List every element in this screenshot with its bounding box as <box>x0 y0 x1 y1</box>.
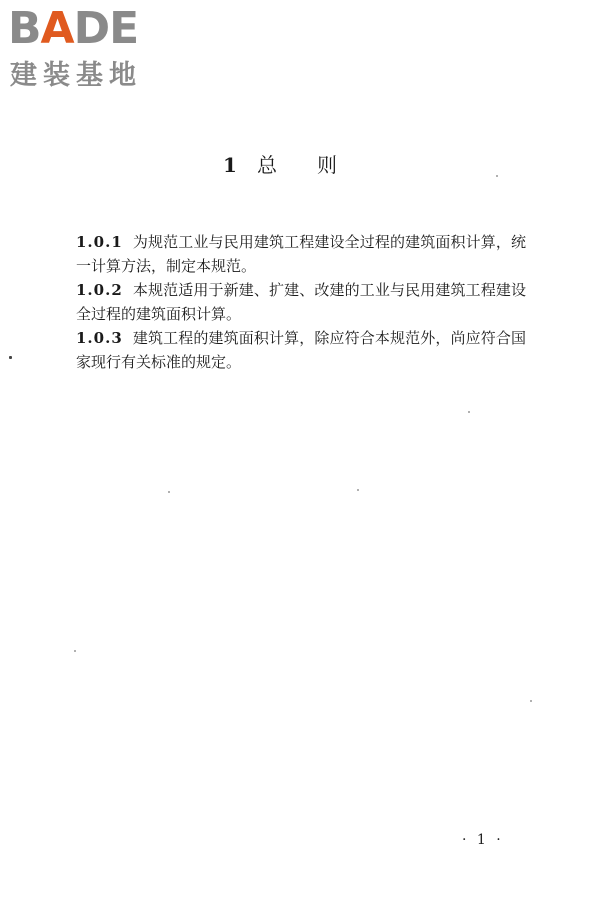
scan-speck <box>357 489 359 491</box>
clause-list <box>76 230 526 374</box>
clause-text: 建筑工程的建筑面积计算，除应符合本规范外，尚应符合国家现行有关标准的规定。 <box>76 329 526 371</box>
clause-text: 为规范工业与民用建筑工程建设全过程的建筑面积计算，统一计算方法，制定本规范。 <box>76 233 526 275</box>
clause-number: 1.0.2 <box>76 281 123 299</box>
bade-logo <box>8 4 178 96</box>
logo-letters-de: DE <box>73 3 139 54</box>
scan-speck <box>530 700 532 702</box>
page-number: · 1 · <box>462 832 504 848</box>
scan-speck <box>496 175 498 177</box>
clause-text: 本规范适用于新建、扩建、改建的工业与民用建筑工程建设全过程的建筑面积计算。 <box>76 281 526 323</box>
logo-wordmark <box>8 4 138 54</box>
clause-number: 1.0.1 <box>76 233 123 251</box>
logo-letter-a-accent: A <box>40 3 74 54</box>
logo-letter-b: B <box>8 3 41 54</box>
clause-1-0-3 <box>76 326 526 374</box>
chapter-heading <box>0 150 600 180</box>
logo-subtitle: 建装基地 <box>10 60 142 91</box>
scan-speck <box>168 491 170 493</box>
scan-speck <box>74 650 76 652</box>
chapter-number: 1 <box>223 153 237 177</box>
clause-1-0-2 <box>76 278 526 326</box>
scan-speck <box>468 411 470 413</box>
scan-speck <box>9 356 12 359</box>
clause-number: 1.0.3 <box>76 329 123 347</box>
chapter-title: 总则 <box>256 153 377 177</box>
clause-1-0-1 <box>76 230 526 278</box>
